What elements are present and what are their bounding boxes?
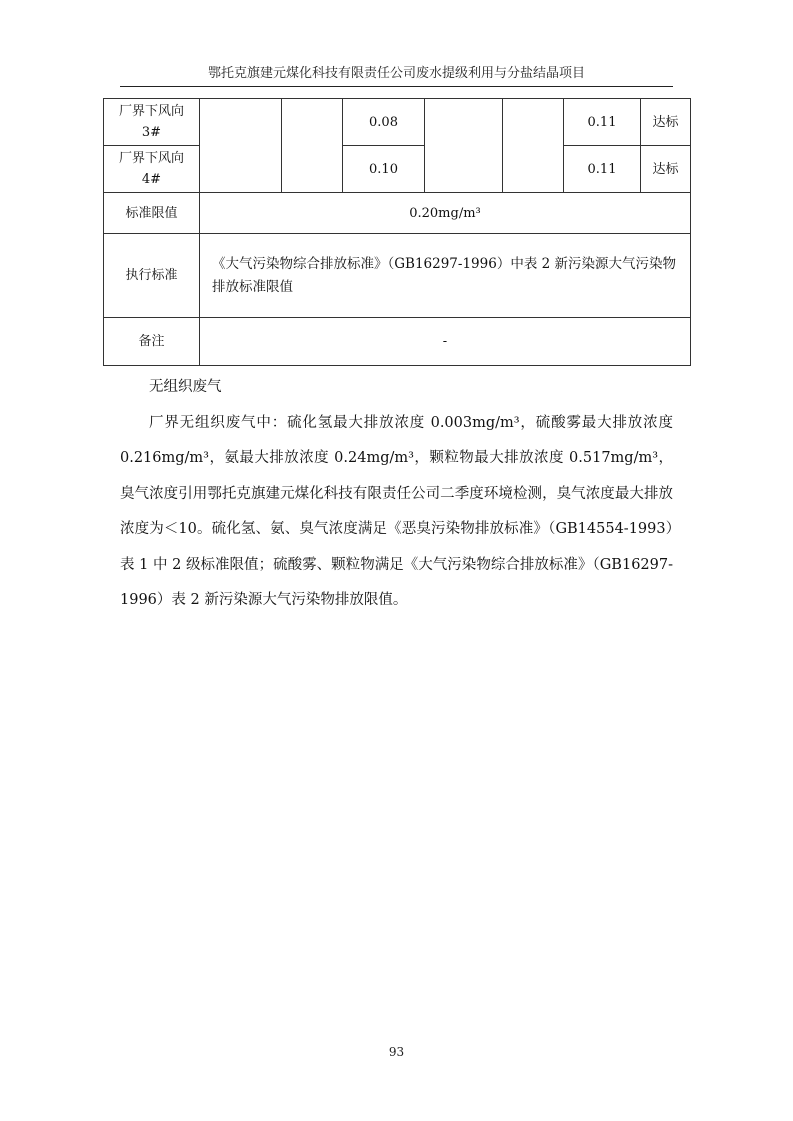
limit-label: 标准限值: [104, 193, 200, 234]
monitoring-results-table: [103, 98, 691, 366]
remark-value: -: [200, 318, 691, 366]
empty-cell: [200, 99, 282, 193]
header-divider: [120, 86, 673, 87]
standard-value: 《大气污染物综合排放标准》（GB16297-1996）中表 2 新污染源大气污染物排放标准限值: [200, 234, 691, 318]
limit-value: 0.20mg/m³: [200, 193, 691, 234]
empty-cell: [425, 99, 503, 193]
remark-row: [104, 318, 691, 366]
point-label-cell: 厂界下风向 4#: [104, 146, 200, 193]
page-number: 93: [388, 1045, 405, 1059]
section-title: 无组织废气: [149, 379, 222, 395]
remark-label: 备注: [104, 318, 200, 366]
limit-row: [104, 193, 691, 234]
value-cell: 0.10: [343, 146, 425, 193]
standard-row: [104, 234, 691, 318]
result-cell: 达标: [641, 146, 691, 193]
table-row: [104, 146, 691, 193]
running-header: 鄂托克旗建元煤化科技有限责任公司废水提级利用与分盐结晶项目: [207, 66, 585, 81]
body-text: [120, 370, 673, 619]
value-cell: 0.08: [343, 99, 425, 146]
result-cell: 达标: [641, 99, 691, 146]
point-label-cell: 厂界下风向 3#: [104, 99, 200, 146]
empty-cell: [503, 99, 564, 193]
standard-label: 执行标准: [104, 234, 200, 318]
value-cell: 0.11: [564, 146, 641, 193]
value-cell: 0.11: [564, 99, 641, 146]
empty-cell: [282, 99, 343, 193]
table-row: [104, 99, 691, 146]
body-paragraph: 厂界无组织废气中：硫化氢最大排放浓度 0.003mg/m³，硫酸雾最大排放浓度 0.216mg/m³，氨最大排放浓度 0.24mg/m³，颗粒物最大排放浓度 0.517mg/m³，臭气浓度引用鄂托克旗建元煤化科技有限责任公司二季度环境检测，臭气浓度最大排放浓度为＜10。硫化氢、氨、臭气浓度满足《恶臭污染物排放标准》（GB14554-1993）表 1 中 2 级标准限值；硫酸雾、颗粒物满足《大气污染物综合排放标准》（GB16297-1996）表 2 新污染源大气污染物排放限值。: [120, 414, 673, 608]
